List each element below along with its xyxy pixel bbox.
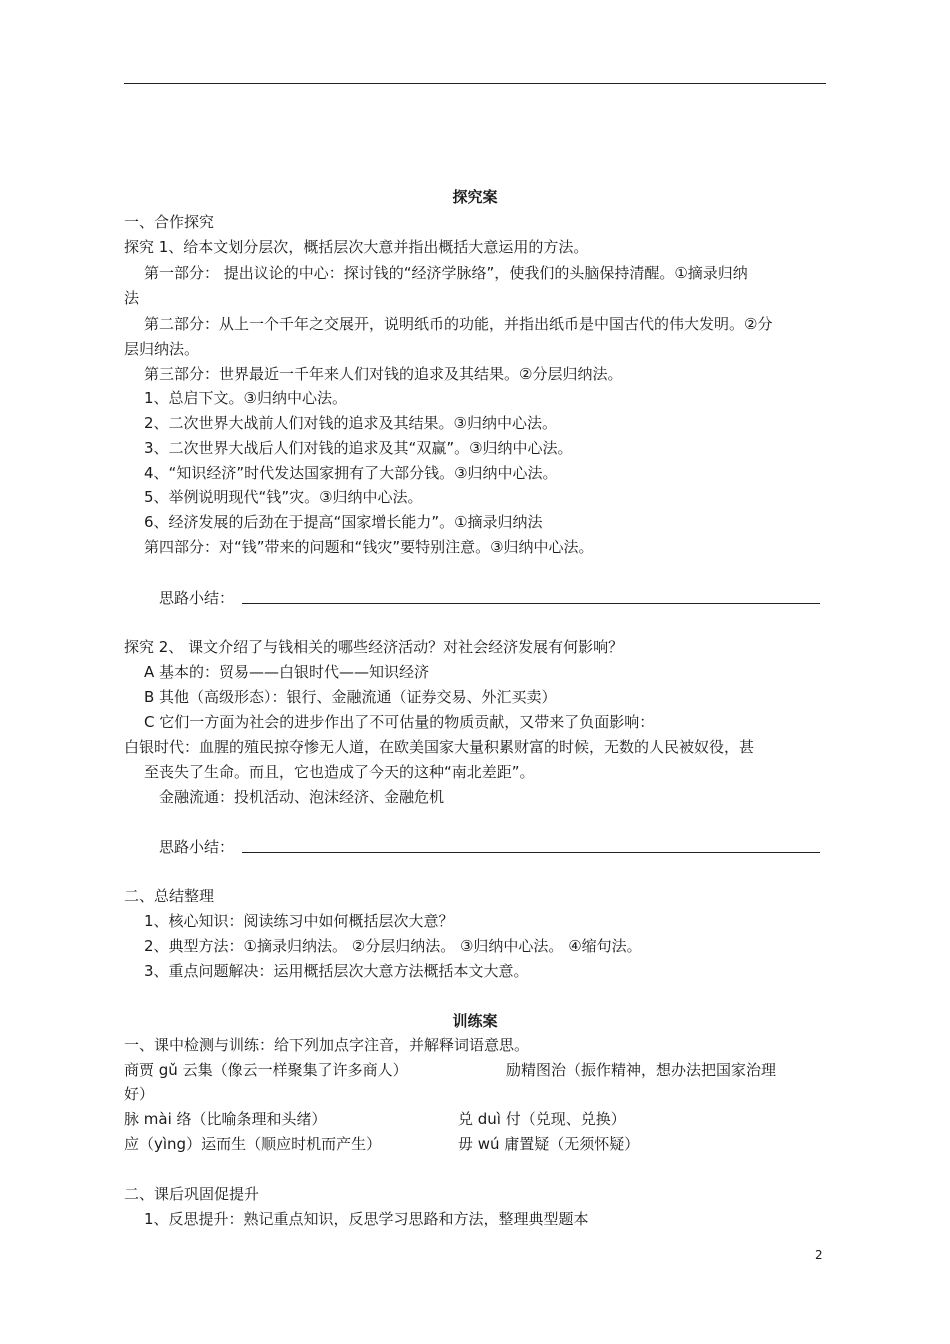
section-title-xunlian: 训练案 bbox=[452, 1012, 498, 1030]
q1-part4: 第四部分：对“钱”带来的问题和“钱灾”要特别注意。③归纳中心法。 bbox=[144, 538, 594, 556]
header-rule bbox=[124, 83, 826, 84]
summary-label-1: 思路小结： bbox=[159, 589, 235, 607]
q2-silver-line1: 白银时代：血腥的殖民掠夺惨无人道，在欧美国家大量积累财富的时候，无数的人民被奴役，甚 bbox=[124, 738, 755, 756]
vocab-2-left: 脉 mài 络（比喻条理和头绪） bbox=[124, 1110, 327, 1128]
part2-item-2: 2、典型方法：①摘录归纳法。 ②分层归纳法。 ③归纳中心法。 ④缩句法。 bbox=[144, 937, 642, 955]
after-class-item-1: 1、反思提升：熟记重点知识，反思学习思路和方法，整理典型题本 bbox=[144, 1210, 589, 1228]
q1-part1-line2: 法 bbox=[124, 289, 140, 307]
part2-item-1: 1、核心知识：阅读练习中如何概括层次大意？ bbox=[144, 912, 454, 930]
q2-option-a: A 基本的：贸易——白银时代——知识经济 bbox=[144, 663, 430, 681]
q1-part2-line1: 第二部分：从上一个千年之交展开，说明纸币的功能，并指出纸币是中国古代的伟大发明。②分 bbox=[144, 315, 773, 333]
part1-heading: 一、合作探究 bbox=[124, 213, 215, 231]
part2-heading: 二、总结整理 bbox=[124, 887, 215, 905]
after-class-heading: 二、课后巩固促提升 bbox=[124, 1185, 260, 1203]
vocab-1-right: 励精图治（振作精神，想办法把国家治理 bbox=[506, 1061, 777, 1079]
q1-part1-line1: 第一部分： 提出议论的中心：探讨钱的“经济学脉络”，使我们的头脑保持清醒。①摘录归纳 bbox=[144, 264, 748, 282]
q1-item-5: 5、举例说明现代“钱”灾。③归纳中心法。 bbox=[144, 488, 423, 506]
vocab-1-left: 商贾 gǔ 云集（像云一样聚集了许多商人） bbox=[124, 1061, 408, 1079]
summary-label-2: 思路小结： bbox=[159, 838, 235, 856]
q1-part3: 第三部分：世界最近一千年来人们对钱的追求及其结果。②分层归纳法。 bbox=[144, 365, 623, 383]
q2-finance: 金融流通：投机活动、泡沫经济、金融危机 bbox=[159, 788, 445, 806]
q2-silver-line2: 至丧失了生命。而且，它也造成了今天的这种“南北差距”。 bbox=[144, 763, 535, 781]
q1-item-1: 1、总启下文。③归纳中心法。 bbox=[144, 389, 347, 407]
vocab-3-right: 毋 wú 庸置疑（无须怀疑） bbox=[458, 1135, 640, 1153]
summary-blank-1[interactable] bbox=[242, 603, 820, 604]
q1-item-3: 3、二次世界大战后人们对钱的追求及其“双赢”。③归纳中心法。 bbox=[144, 439, 573, 457]
question-1: 探究 1、给本文划分层次，概括层次大意并指出概括大意运用的方法。 bbox=[124, 238, 589, 256]
q1-part2-line2: 层归纳法。 bbox=[124, 340, 200, 358]
train-heading: 一、课中检测与训练：给下列加点字注音，并解释词语意思。 bbox=[124, 1036, 530, 1054]
vocab-1-right-cont: 好） bbox=[124, 1085, 155, 1103]
vocab-2-right: 兑 duì 付（兑现、兑换） bbox=[458, 1110, 626, 1128]
question-2: 探究 2、 课文介绍了与钱相关的哪些经济活动？对社会经济发展有何影响？ bbox=[124, 638, 624, 656]
section-title-tanjiu: 探究案 bbox=[452, 188, 498, 206]
q2-option-c: C 它们一方面为社会的进步作出了不可估量的物质贡献，又带来了负面影响： bbox=[144, 713, 655, 731]
summary-blank-2[interactable] bbox=[242, 852, 820, 853]
q1-item-4: 4、“知识经济”时代发达国家拥有了大部分钱。③归纳中心法。 bbox=[144, 464, 558, 482]
part2-item-3: 3、重点问题解决：运用概括层次大意方法概括本文大意。 bbox=[144, 962, 529, 980]
q1-item-6: 6、经济发展的后劲在于提高“国家增长能力”。①摘录归纳法 bbox=[144, 513, 543, 531]
vocab-3-left: 应（yìng）运而生（顺应时机而产生） bbox=[124, 1135, 382, 1153]
q1-item-2: 2、二次世界大战前人们对钱的追求及其结果。③归纳中心法。 bbox=[144, 414, 557, 432]
q2-option-b: B 其他（高级形态）：银行、金融流通（证券交易、外汇买卖） bbox=[144, 688, 557, 706]
page-number: 2 bbox=[815, 1248, 823, 1262]
